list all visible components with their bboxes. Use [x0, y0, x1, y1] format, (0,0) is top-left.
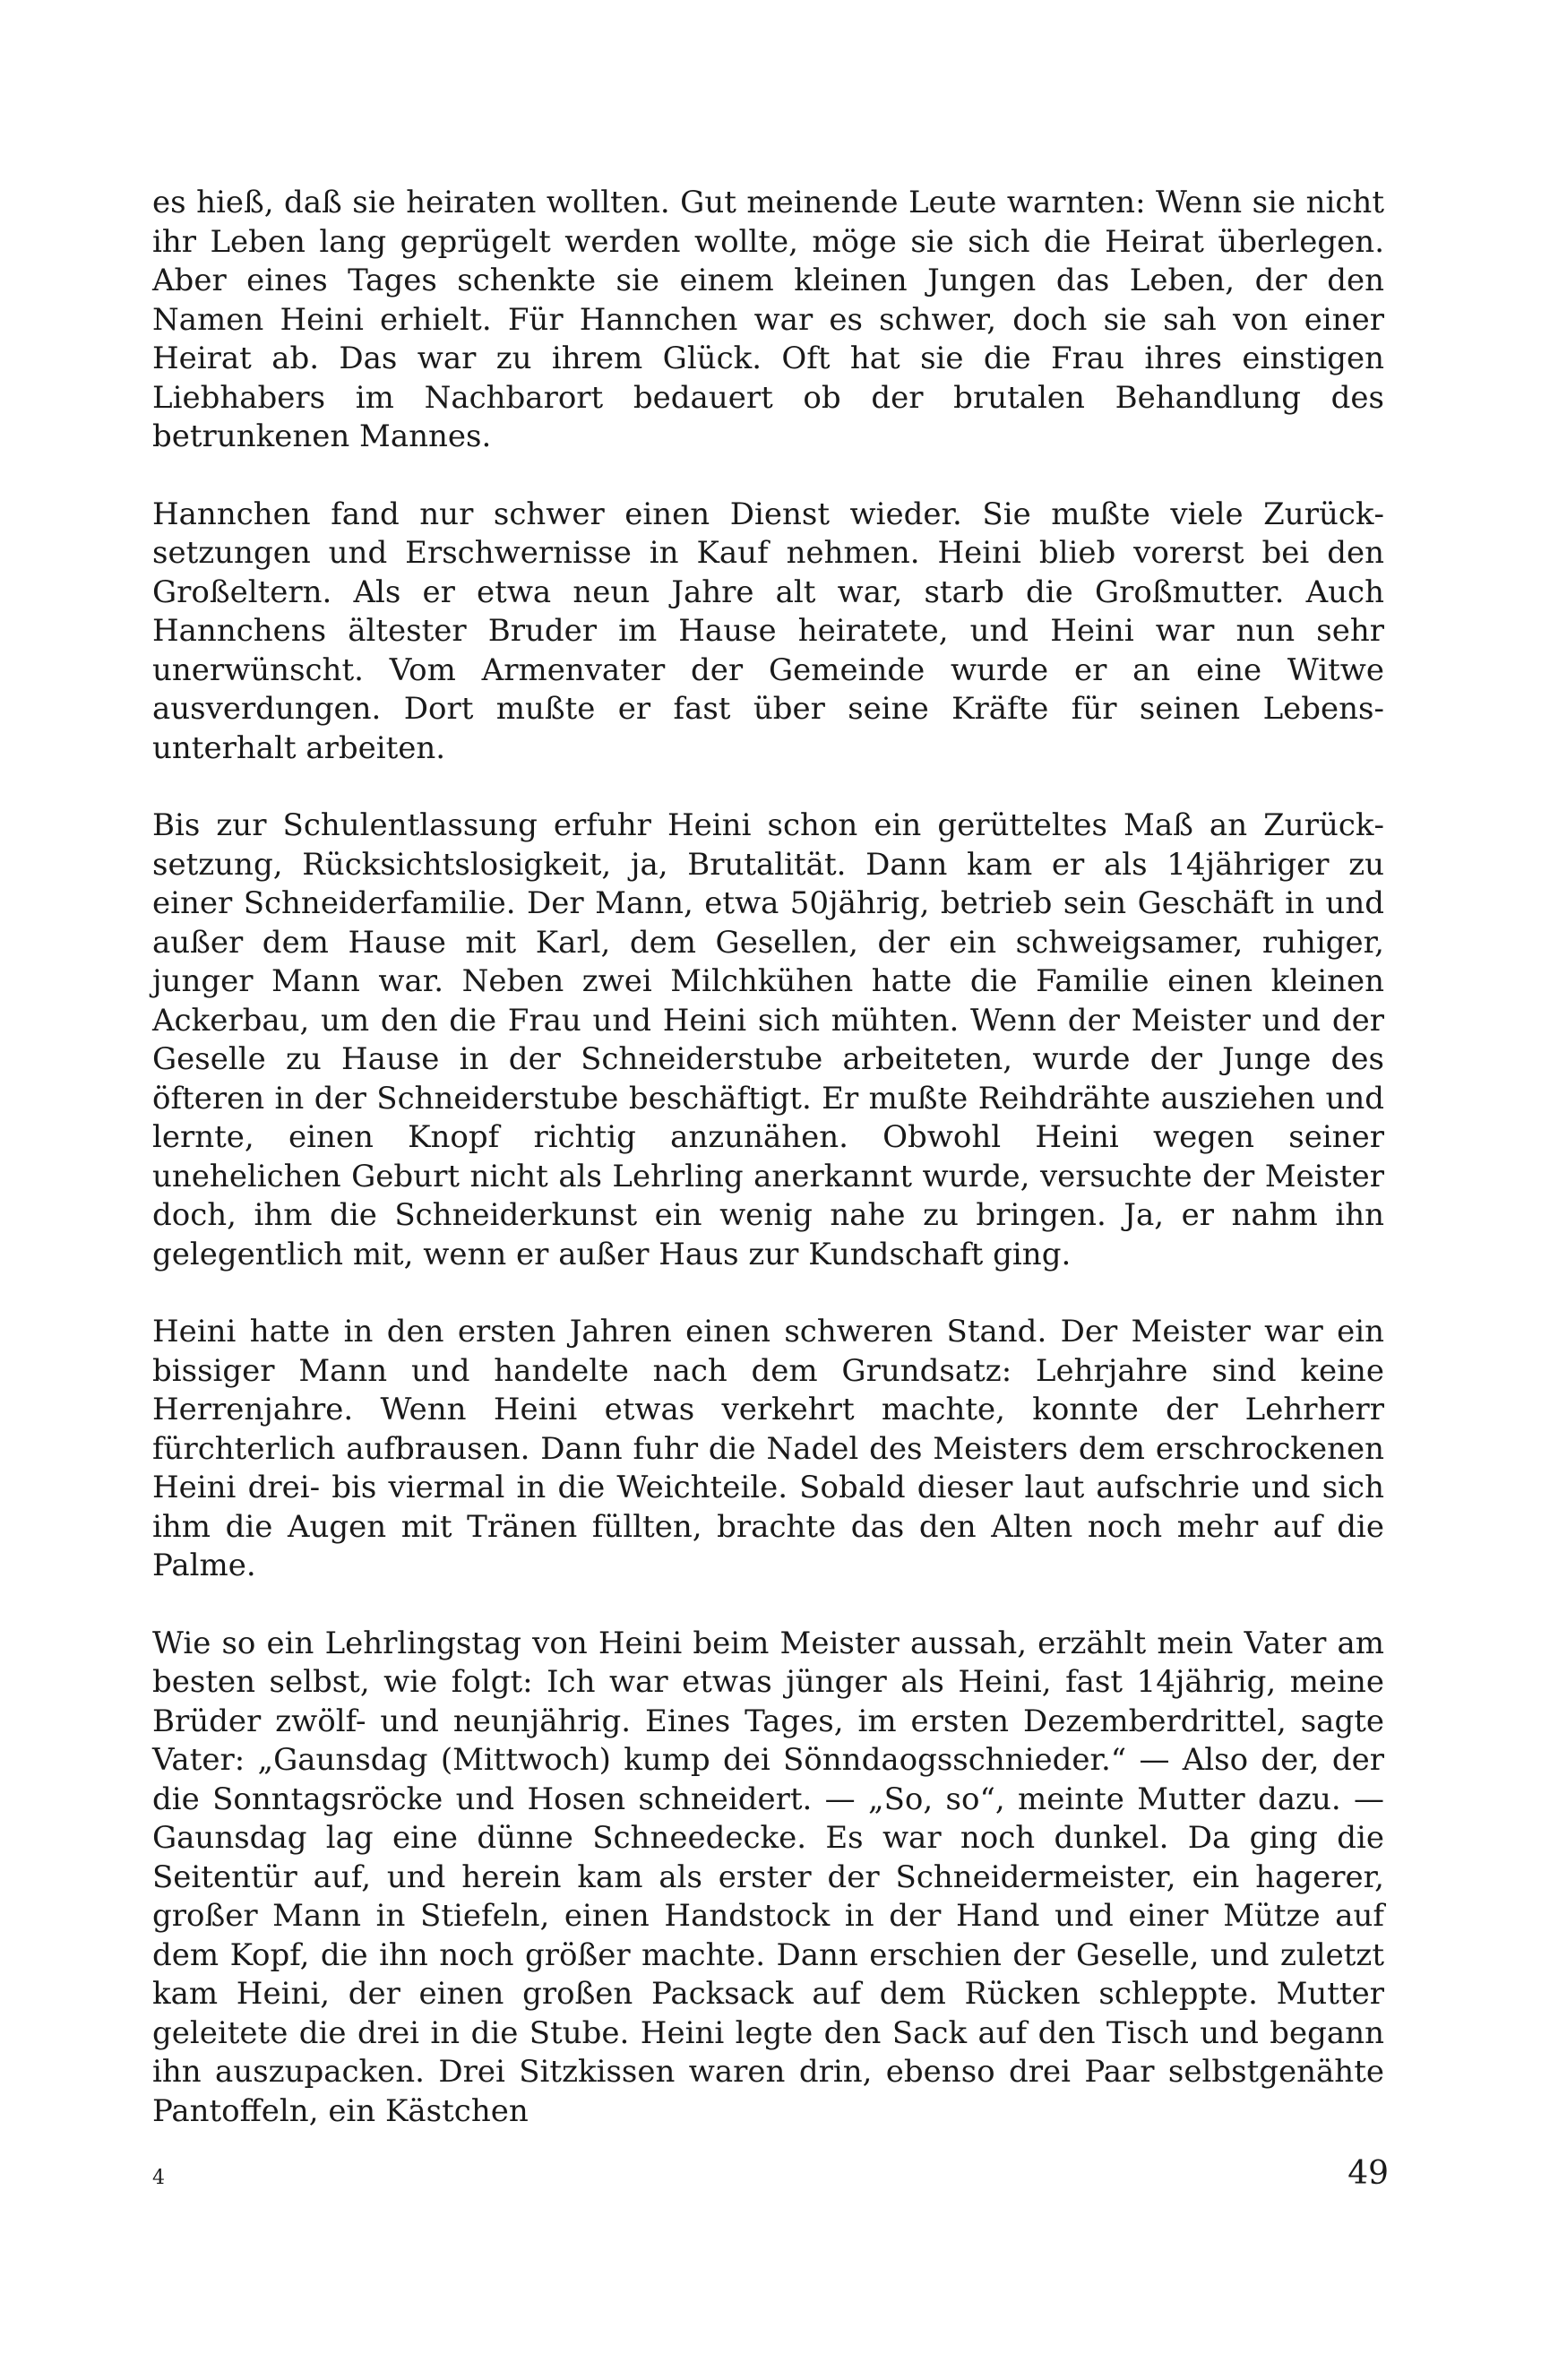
- paragraph-3: Bis zur Schulentlassung erfuhr Heini schon ein gerütteltes Maß an Zurücksetzung, Rücksichtslosigkeit, ja, Brutalität. Dann kam er als 14jähriger zu einer Schneiderfamilie. Der Mann, etwa 50jährig, betrieb sein Geschäft in und außer dem Hause mit Karl, dem Gesellen, der ein schweigsamer, ruhiger, junger Mann war. Neben zwei Milchkühen hatte die Familie einen kleinen Ackerbau, um den die Frau und Heini sich mühten. Wenn der Meister und der Geselle zu Hause in der Schneiderstube arbeiteten, wurde der Junge des öfteren in der Schneiderstube beschäftigt. Er mußte Reihdrähte ausziehen und lernte, einen Knopf richtig anzunähen. Obwohl Heini wegen seiner unehelichen Geburt nicht als Lehrling anerkannt wurde, versuchte der Meister doch, ihm die Schneiderkunst ein wenig nahe zu bringen. Ja, er nahm ihn gelegentlich mit, wenn er außer Haus zur Kundschaft ging.: [152, 807, 1384, 1272]
- paragraph-1: es hieß, daß sie heiraten wollten. Gut meinende Leute warnten: Wenn sie nicht ihr Leben lang geprügelt werden wollte, möge sie sich die Heirat überlegen. Aber eines Tages schenkte sie einem kleinen Jungen das Leben, der den Namen Heini erhielt. Für Hannchen war es schwer, doch sie sah von einer Heirat ab. Das war zu ihrem Glück. Oft hat sie die Frau ihres einstigen Liebhabers im Nachbarort bedauert ob der brutalen Behandlung des betrunkenen Mannes.: [152, 185, 1384, 454]
- paragraph-2: Hannchen fand nur schwer einen Dienst wieder. Sie mußte viele Zurücksetzungen und Erschwernisse in Kauf nehmen. Heini blieb vorerst bei den Großeltern. Als er etwa neun Jahre alt war, starb die Großmutter. Auch Hannchens ältester Bruder im Hause heiratete, und Heini war nun sehr unerwünscht. Vom Armenvater der Gemeinde wurde er an eine Witwe ausverdungen. Dort mußte er fast über seine Kräfte für seinen Lebensunterhalt arbeiten.: [152, 496, 1384, 766]
- body-text: [152, 184, 1384, 2169]
- signature-mark: 4: [152, 2167, 165, 2189]
- paragraph-4: Heini hatte in den ersten Jahren einen schweren Stand. Der Meister war ein bissiger Mann und handelte nach dem Grundsatz: Lehrjahre sind keine Herrenjahre. Wenn Heini etwas verkehrt machte, konnte der Lehrherr fürchterlich aufbrausen. Dann fuhr die Nadel des Meisters dem erschrockenen Heini drei- bis viermal in die Weichteile. Sobald dieser laut aufschrie und sich ihm die Augen mit Tränen füllten, brachte das den Alten noch mehr auf die Palme.: [152, 1314, 1384, 1583]
- page-number: 49: [1347, 2155, 1389, 2192]
- paragraph-5: Wie so ein Lehrlingstag von Heini beim Meister aussah, erzählt mein Vater am besten selbst, wie folgt: Ich war etwas jünger als Heini, fast 14jährig, meine Brüder zwölf- und neunjährig. Eines Tages, im ersten Dezemberdrittel, sagte Vater: „Gaunsdag (Mittwoch) kump dei Sönndaogsschnieder.“ — Also der, der die Sonntagsröcke und Hosen schneidert. — „So, so“, meinte Mutter dazu. — Gaunsdag lag eine dünne Schneedecke. Es war noch dunkel. Da ging die Seitentür auf, und herein kam als erster der Schneidermeister, ein hagerer, großer Mann in Stiefeln, einen Handstock in der Hand und einer Mütze auf dem Kopf, die ihn noch größer machte. Dann erschien der Geselle, und zuletzt kam Heini, der einen großen Packsack auf dem Rücken schleppte. Mutter geleitete die drei in die Stube. Heini legte den Sack auf den Tisch und begann ihn auszupacken. Drei Sitzkissen waren drin, ebenso drei Paar selbstgenähte Pantoffeln, ein Kästchen: [152, 1625, 1384, 2129]
